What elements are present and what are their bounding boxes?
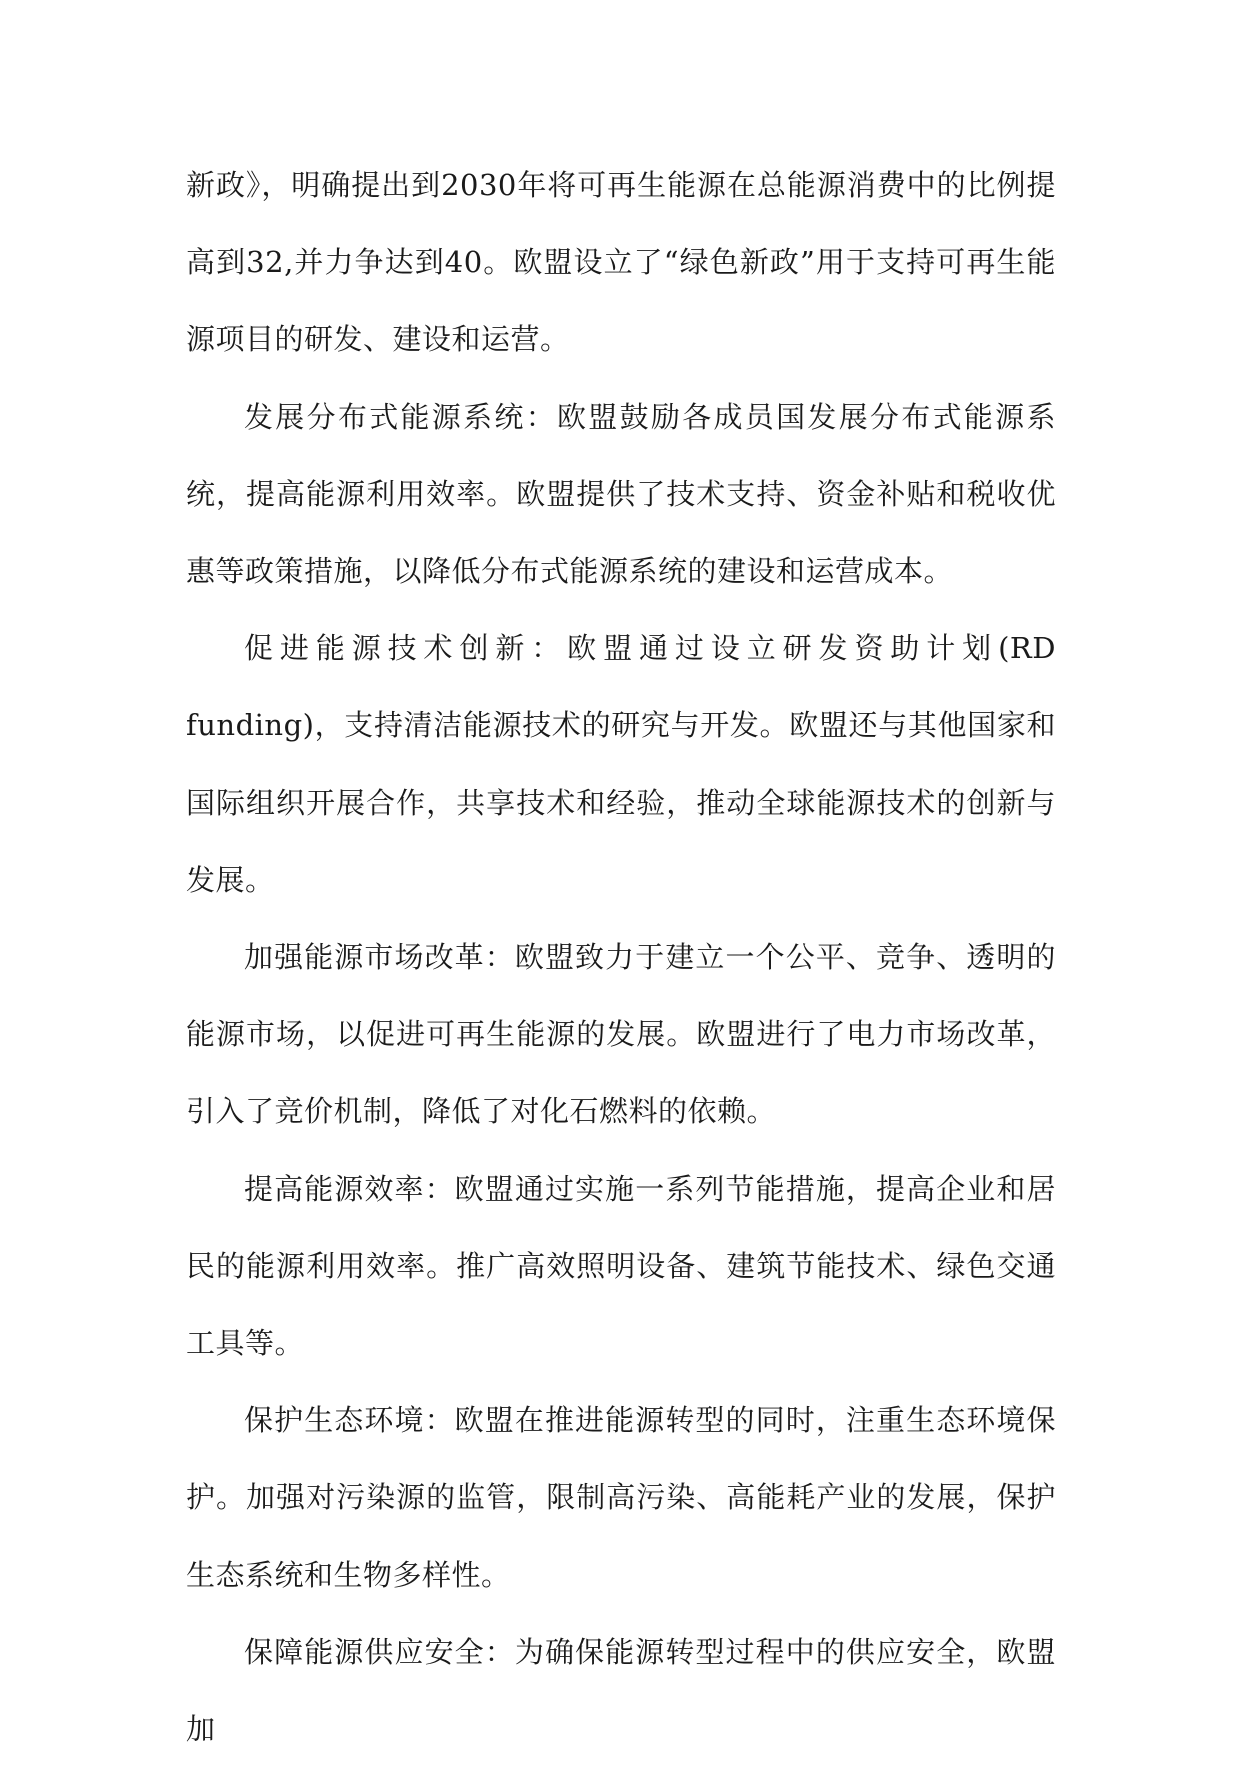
paragraph-market-reform: 加强能源市场改革：欧盟致力于建立一个公平、竞争、透明的能源市场，以促进可再生能源的发展。欧盟进行了电力市场改革，引入了竞价机制，降低了对化石燃料的依赖。 — [186, 940, 1056, 1129]
paragraph-renewable-targets: 新政》，明确提出到2030年将可再生能源在总能源消费中的比例提高到32,并力争达到40。欧盟设立了“绿色新政”用于支持可再生能源项目的研发、建设和运营。 — [186, 168, 1056, 357]
paragraph-tech-innovation: 促进能源技术创新：欧盟通过设立研发资助计划(RD funding)，支持清洁能源技术的研究与开发。欧盟还与其他国家和国际组织开展合作，共享技术和经验，推动全球能源技术的创新与发展。 — [186, 631, 1056, 897]
document-body — [186, 147, 1056, 1768]
paragraph-ecology-protection: 保护生态环境：欧盟在推进能源转型的同时，注重生态环境保护。加强对污染源的监管，限制高污染、高能耗产业的发展，保护生态系统和生物多样性。 — [186, 1403, 1056, 1592]
paragraph-distributed-energy: 发展分布式能源系统：欧盟鼓励各成员国发展分布式能源系统，提高能源利用效率。欧盟提供了技术支持、资金补贴和税收优惠等政策措施，以降低分布式能源系统的建设和运营成本。 — [186, 399, 1056, 589]
paragraph-supply-security: 保障能源供应安全：为确保能源转型过程中的供应安全，欧盟加 — [186, 1634, 1056, 1747]
paragraph-energy-efficiency: 提高能源效率：欧盟通过实施一系列节能措施，提高企业和居民的能源利用效率。推广高效照明设备、建筑节能技术、绿色交通工具等。 — [186, 1171, 1056, 1361]
